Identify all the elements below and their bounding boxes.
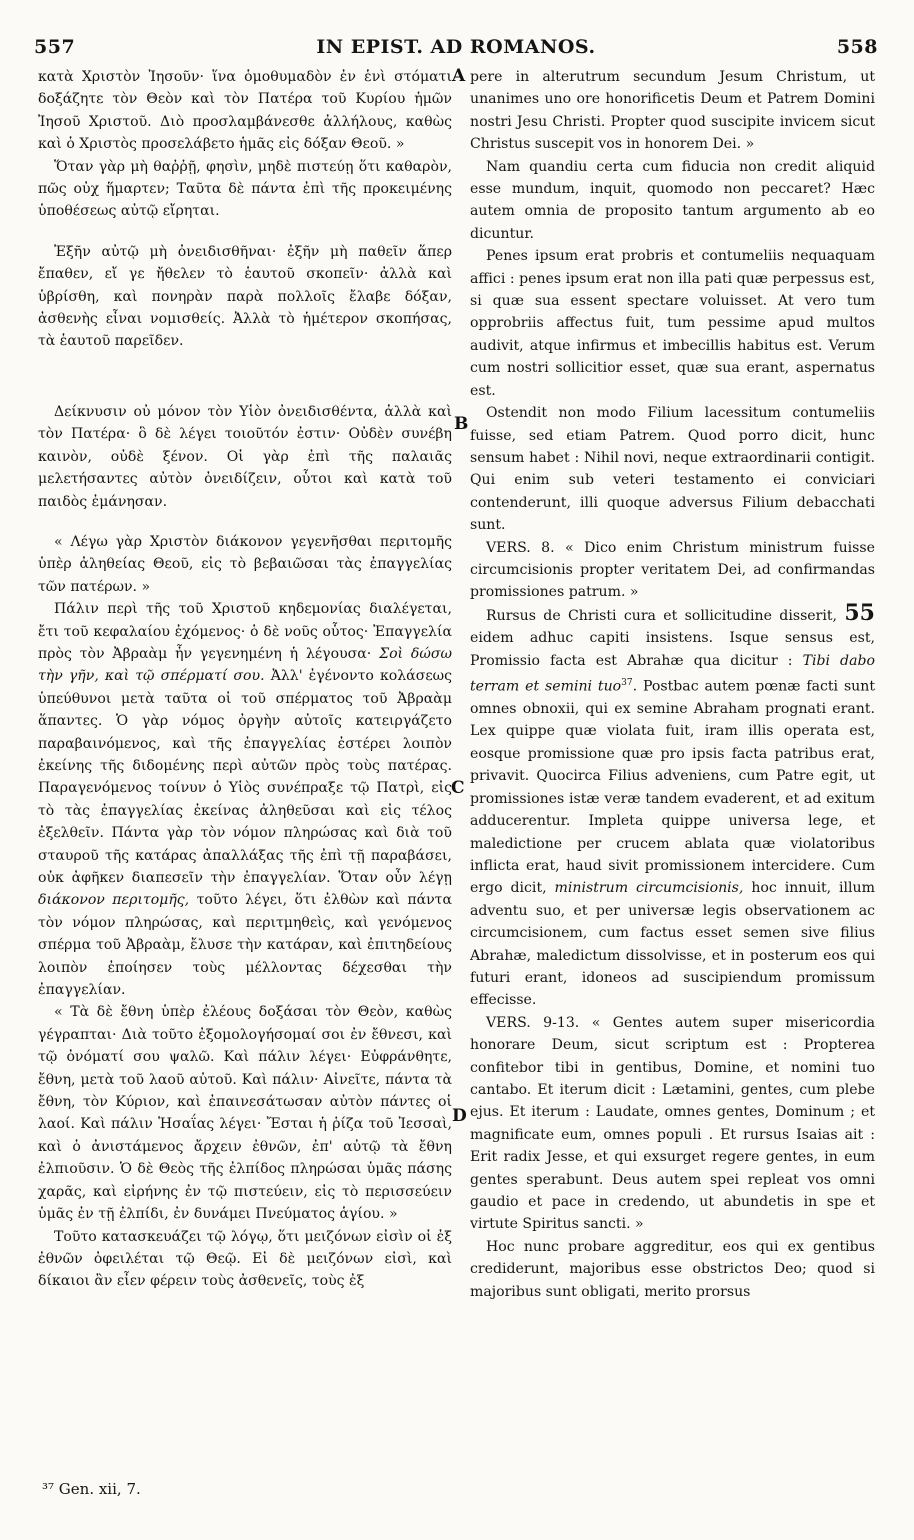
latin-paragraph: pere in alterutrum secundum Jesum Christum, ut unanimes uno ore honorificetis Deum et Patrem Domini nostri Jesu Christi. Propter quod suscipite invicem sicut Christus suscepit vos in honorem Dei. » (470, 69, 875, 153)
greek-quotation: Σοὶ δώσω τὴν γῆν, καὶ τῷ σπέρματί σου. (38, 645, 453, 685)
footnote: ³⁷ Gen. xii, 7. (42, 1480, 141, 1498)
greek-paragraph: Ὅταν γὰρ μὴ θαῤῥῇ, φησὶν, μηδὲ πιστεύῃ ὅτι καθαρὸν, πῶς οὐχ ἥμαρτεν; Ταῦτα δὲ πάντα ἐπὶ τῆς προκειμένης ὑποθέσεως αὐτῷ εἴρηται. (38, 158, 452, 220)
greek-quotation: διάκονον περιτομῆς, (38, 892, 190, 909)
latin-paragraph (470, 599, 876, 1012)
footnote-reference: 37 (621, 677, 633, 688)
latin-paragraph: Ostendit non modo Filium lacessitum contumeliis fuisse, sed etiam Patrem. Quod porro dicit, hunc sensum habet : Nihil novi, neque extraordinarii contigit. Qui enim sub veteri testamento ei conviciari contenderunt, illi quoque adversus Filium debacchati sunt. (470, 405, 875, 534)
latin-text: Rursus de Christi cura et sollicitudine disserit, (486, 607, 838, 624)
greek-paragraph: Δείκνυσιν οὐ μόνον τὸν Υἱὸν ὀνειδισθέντα, ἀλλὰ καὶ τὸν Πατέρα· ὃ δὲ λέγει τοιοῦτόν ἐστιν· Οὐδὲν συνέβη καινὸν, οὐδὲ ξένον. Οἱ γὰρ ἐπὶ τῆς παλαιᾶς μελετήσαντες αὐτὸν ὀνειδίζειν, οὗτοι καὶ κατὰ τοῦ παιδὸς ἐμάνησαν. (38, 403, 452, 510)
greek-paragraph: « Τὰ δὲ ἔθνη ὑπὲρ ἐλέους δοξάσαι τὸν Θεὸν, καθὼς γέγραπται· Διὰ τοῦτο ἐξομολογήσομαί σοι ἐν ἔθνεσι, καὶ τῷ ὀνόματί σου ψαλῶ. Καὶ πάλιν λέγει· Εὐφράνθητε, ἔθνη, μετὰ τοῦ λαοῦ αὐτοῦ. Καὶ πάλιν· Αἰνεῖτε, πάντα τὰ ἔθνη, τὸν Κύριον, καὶ ἐπαινεσάτωσαν αὐτὸν πάντες οἱ λαοί. Καὶ πάλιν Ἡσαΐας λέγει· Ἔσται ἡ ῥίζα τοῦ Ἰεσσαὶ, καὶ ὁ ἀνιστάμενος ἄρχειν ἐθνῶν, ἐπ' αὐτῷ τὰ ἔθνη ἐλπιοῦσιν. Ὁ δὲ Θεὸς τῆς ἐλπίδος πληρώσαι ὑμᾶς πάσης χαρᾶς, καὶ εἰρήνης ἐν τῷ πιστεύειν, εἰς τὸ περισσεύειν ὑμᾶς ἐν τῇ ἐλπίδι, ἐν δυνάμει Πνεύματος ἁγίου. » (38, 1004, 452, 1223)
latin-paragraph: VERS. 9-13. « Gentes autem super misericordia honorare Deum, sicut scriptum est : Propterea confitebor tibi in gentibus, Domine, et nomini tuo cantabo. Et iterum dicit : Lætamini, gentes, cum plebe ejus. Et iterum : Laudate, omnes gentes, Dominum ; et magnificate eum, omnes populi . Et rursus Isaias ait : Erit radix Jesse, et qui exsurget regere gentes, in eum gentes sperabunt. Deus autem spei repleat vos omni gaudio et pace in credendo, ut abundetis in spe et virtute Spiritus sancti. » (470, 1014, 875, 1233)
latin-paragraph: Penes ipsum erat probris et contumeliis nequaquam affici : penes ipsum erat non illa pati quæ perpessus est, si quæ sua essent spectare voluisset. At vero tum opprobriis affectus fuit, tum pessime apud multos audivit, atque infirmus et imbecillis habitus est. Verum cum nostri sollicitior esset, quæ sua erant, aspernatus est. (470, 248, 875, 399)
latin-text: eidem adhuc capiti insistens. Isque sensus est, Promissio facta est Abrahæ qua dicitur : (470, 630, 875, 669)
page-number-left: 557 (34, 36, 76, 58)
greek-column (38, 66, 452, 1293)
greek-paragraph: κατὰ Χριστὸν Ἰησοῦν· ἵνα ὁμοθυμαδὸν ἐν ἑνὶ στόματι δοξάζητε τὸν Θεὸν καὶ τὸν Πατέρα τοῦ Κυρίου ἡμῶν Ἰησοῦ Χριστοῦ. Διὸ προσλαμβάνεσθε ἀλλήλους, καθὼς καὶ ὁ Χριστὸς προσελάβετο ἡμᾶς εἰς δόξαν Θεοῦ. » (38, 69, 452, 153)
page-number-right: 558 (836, 36, 878, 58)
latin-paragraph: Nam quandiu certa cum fiducia non credit aliquid esse mundum, inquit, quomodo non peccaret? Hæc autem omnia de proposito tantum argumento ab eo dicuntur. (470, 158, 875, 242)
latin-quotation: Tibi dabo terram et semini tuo (470, 652, 875, 695)
latin-column (470, 66, 875, 1303)
greek-paragraph: Ἐξῆν αὐτῷ μὴ ὀνειδισθῆναι· ἐξῆν μὴ παθεῖν ἅπερ ἔπαθεν, εἴ γε ἤθελεν τὸ ἑαυτοῦ σκοπεῖν· ἀλλὰ καὶ ὑβρίσθη, καὶ πονηρὰν παρὰ πολλοῖς ἔλαβε δόξαν, ἀσθενὴς εἶναι νομισθείς. Ἀλλὰ τὸ ἡμέτερον σκοπήσας, τὰ ἑαυτοῦ παρεῖδεν. (38, 243, 452, 350)
latin-quotation: ministrum circumcisionis, (554, 880, 744, 897)
section-marker-c: C (451, 778, 465, 798)
running-header (34, 36, 878, 66)
latin-paragraph: VERS. 8. « Dico enim Christum ministrum fuisse circumcisionis propter veritatem Dei, ad confirmandas promissiones patrum. » (470, 539, 875, 601)
latin-text: hoc innuit, illum adventu suo, et per universæ legis observationem ac circumcisionem, cum factus esset semen sive filius Abrahæ, maledictum dissolvisse, et in posterum eos qui futuri erant, idoneos ad suscipiendum promissum effecisse. (470, 880, 875, 1009)
section-marker-d: D (452, 1106, 467, 1126)
section-marker-a: A (452, 66, 466, 86)
column-number: 55 (844, 599, 875, 626)
greek-paragraph: Τοῦτο κατασκευάζει τῷ λόγῳ, ὅτι μειζόνων εἰσὶν οἱ ἐξ ἐθνῶν ὀφειλέται τῷ Θεῷ. Εἰ δὲ μειζόνων εἰσὶ, καὶ δίκαιοι ἂν εἶεν φέρειν τοὺς ἀσθενεῖς, τοὺς ἐξ (38, 1228, 452, 1290)
greek-paragraph (38, 598, 452, 1001)
running-title: IN EPIST. AD ROMANOS. (316, 36, 596, 58)
greek-paragraph: « Λέγω γὰρ Χριστὸν διάκονον γεγενῆσθαι περιτομῆς ὑπὲρ ἀληθείας Θεοῦ, εἰς τὸ βεβαιῶσαι τὰς ἐπαγγελίας τῶν πατέρων. » (38, 533, 452, 595)
latin-text: . Postbac autem pœnæ facti sunt omnes obnoxii, qui ex semine Abraham prognati erant. Lex quippe quæ violata fuit, iram illis operata est, eosque promissione quæ pro ipsis facta patribus erat, privavit. Quocirca Filius adveniens, cum Patre egit, ut promissiones istæ veræ tandem evaderent, et ad exitum adducerentur. Impleta quippe universa lege, et maledictione per crucem ablata quæ violatoribus inflicta erat, haud sivit promissionem intercidere. Cum ergo dicit, (470, 678, 876, 897)
greek-text: τοῦτο λέγει, ὅτι ἐλθὼν καὶ πάντα τὸν νόμον πληρώσας, καὶ περιτμηθεὶς, καὶ γενόμενος σπέρμα τοῦ Ἀβραὰμ, ἔλυσε τὴν κατάραν, καὶ ἐπιτηδείους λοιπὸν ἐποίησεν τοὺς μέλλοντας δέχεσθαι τὴν ἐπαγγελίαν. (38, 892, 452, 999)
latin-paragraph: Hoc nunc probare aggreditur, eos qui ex gentibus crediderunt, majoribus esse obstrictos Deo; quod si majoribus sunt obligati, merito prorsus (470, 1238, 875, 1300)
greek-text: Ἀλλ' ἐγένοντο κολάσεως ὑπεύθυνοι μετὰ ταῦτα οἱ τοῦ σπέρματος τοῦ Ἀβραὰμ ἅπαντες. Ὁ γὰρ νόμος ὀργὴν αὐτοῖς κατειργάζετο παραβαινόμενος, καὶ τῆς ἐπαγγελίας ἐστέρει λοιπὸν ἐκείνης τῆς διδομένης περὶ αὐτῶν πρὸς τοὺς πατέρας. Παραγενόμενος τοίνυν ὁ Υἱὸς συνέπραξε τῷ Πατρὶ, εἰς τὸ τὰς ἐπαγγελίας ἐκείνας ἀληθεῦσαι καὶ εἰς τέλος ἐξελθεῖν. Πάντα γὰρ τὸν νόμον πληρώσας καὶ διὰ τοῦ σταυροῦ τῆς κατάρας ἀπαλλάξας τῆς ἐπὶ τῇ παραβάσει, οὐκ ἀφῆκεν διαπεσεῖν τὴν ἐπαγγελίαν. Ὅταν οὖν λέγῃ (38, 668, 453, 886)
section-marker-b: B (454, 414, 469, 434)
greek-text: Πάλιν περὶ τῆς τοῦ Χριστοῦ κηδεμονίας διαλέγεται, ἔτι τοῦ κεφαλαίου ἐχόμενος· ὁ δὲ νοῦς οὗτος· Ἐπαγγελία πρὸς τὸν Ἀβραὰμ ἦν γεγενημένη ἡ λέγουσα· (38, 601, 452, 662)
